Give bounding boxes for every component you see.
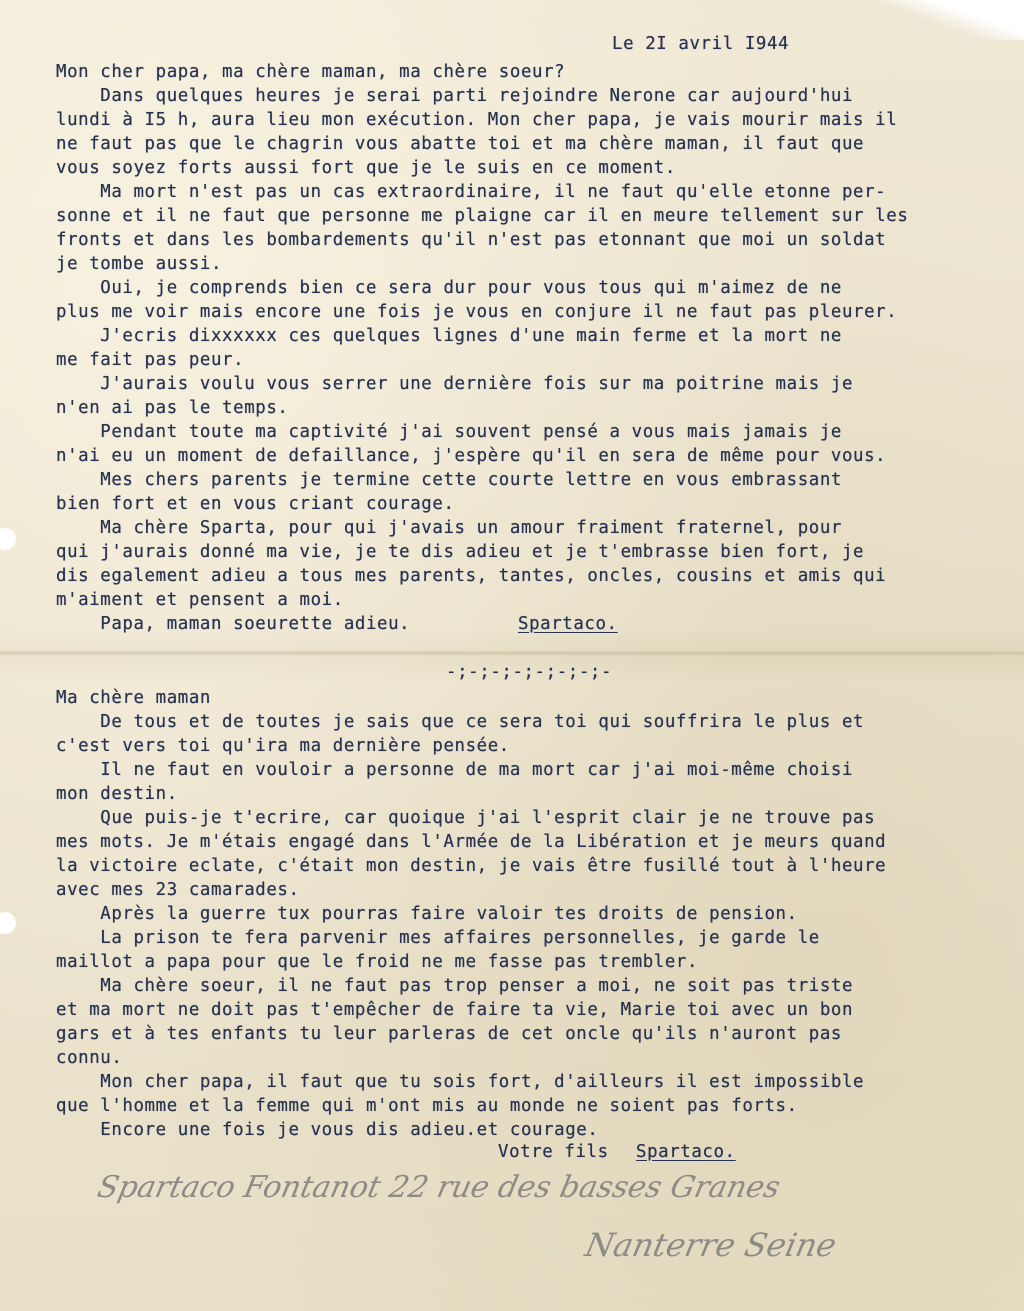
text-line: gars et à tes enfants tu leur parleras de cet oncle qu'ils n'auront pas	[56, 1024, 842, 1044]
text-line: lundi à I5 h, aura lieu mon exécution. Mon cher papa, je vais mourir mais il	[56, 110, 898, 130]
text-line: Que puis-je t'ecrire, car quoique j'ai l'esprit clair je ne trouve pas	[56, 808, 876, 828]
text-line: qui j'aurais donné ma vie, je te dis adieu et je t'embrasse bien fort, je	[56, 542, 865, 562]
handwritten-address-line-1: Spartaco Fontanot 22 rue des basses Granes	[94, 1170, 784, 1205]
text-line: Il ne faut en vouloir a personne de ma mort car j'ai moi-même choisi	[56, 760, 854, 780]
text-line: n'en ai pas le temps.	[56, 398, 289, 418]
signature-spartaco: Spartaco.	[518, 614, 618, 634]
text-line: Dans quelques heures je serai parti rejoindre Nerone car aujourd'hui	[56, 86, 854, 106]
text-line: La prison te fera parvenir mes affaires personnelles, je garde le	[56, 928, 820, 948]
text-line: Ma chère Sparta, pour qui j'avais un amour fraiment fraternel, pour	[56, 518, 842, 538]
text-line: je tombe aussi.	[56, 254, 223, 274]
text-line: et ma mort ne doit pas t'empêcher de faire ta vie, Marie toi avec un bon	[56, 1000, 854, 1020]
signature-spartaco-final: Spartaco.	[636, 1142, 736, 1162]
text-line: vous soyez forts aussi fort que je le suis en ce moment.	[56, 158, 676, 178]
text-line: Après la guerre tux pourras faire valoir tes droits de pension.	[56, 904, 798, 924]
text-line: m'aiment et pensent a moi.	[56, 590, 344, 610]
torn-corner	[874, 0, 1024, 40]
text-line: me fait pas peur.	[56, 350, 245, 370]
section-separator: -;-;-;-;-;-;-;-	[446, 662, 613, 682]
text-line: ne faut pas que le chagrin vous abatte toi et ma chère maman, il faut que	[56, 134, 865, 154]
text-line: n'ai eu un moment de defaillance, j'espère qu'il en sera de même pour vous.	[56, 446, 887, 466]
text-line: Papa, maman soeurette adieu.	[56, 614, 411, 634]
text-line: J'aurais voulu vous serrer une dernière fois sur ma poitrine mais je	[56, 374, 854, 394]
text-line: connu.	[56, 1048, 123, 1068]
text-line: De tous et de toutes je sais que ce sera toi qui souffrira le plus et	[56, 712, 865, 732]
text-line: mes mots. Je m'étais engagé dans l'Armée de la Libération et je meurs quand	[56, 832, 887, 852]
text-line: dis egalement adieu a tous mes parents, tantes, oncles, cousins et amis qui	[56, 566, 887, 586]
closing-text: Votre fils	[498, 1142, 609, 1162]
text-line: Pendant toute ma captivité j'ai souvent pensé a vous mais jamais je	[56, 422, 842, 442]
text-line: sonne et il ne faut que personne me plaigne car il en meure tellement sur les	[56, 206, 909, 226]
text-line: Encore une fois je vous dis adieu.et courage.	[56, 1120, 599, 1140]
punch-hole	[0, 912, 16, 934]
text-line: J'ecris dixxxxxx ces quelques lignes d'une main ferme et la mort ne	[56, 326, 842, 346]
text-line: que l'homme et la femme qui m'ont mis au monde ne soient pas forts.	[56, 1096, 798, 1116]
text-line: Ma mort n'est pas un cas extraordinaire, il ne faut qu'elle etonne per-	[56, 182, 887, 202]
handwritten-address-line-2: Nanterre Seine	[581, 1226, 840, 1264]
text-line: bien fort et en vous criant courage.	[56, 494, 455, 514]
text-line: avec mes 23 camarades.	[56, 880, 300, 900]
punch-hole	[0, 528, 16, 550]
text-line: fronts et dans les bombardements qu'il n'est pas etonnant que moi un soldat	[56, 230, 887, 250]
letter-date: Le 2I avril I944	[612, 34, 790, 54]
text-line: mon destin.	[56, 784, 178, 804]
text-line: Mon cher papa, ma chère maman, ma chère soeur?	[56, 62, 566, 82]
text-line: maillot a papa pour que le froid ne me fasse pas trembler.	[56, 952, 699, 972]
text-line: plus me voir mais encore une fois je vous en conjure il ne faut pas pleurer.	[56, 302, 898, 322]
text-line: Mes chers parents je termine cette courte lettre en vous embrassant	[56, 470, 842, 490]
text-line: Mon cher papa, il faut que tu sois fort, d'ailleurs il est impossible	[56, 1072, 865, 1092]
text-line: c'est vers toi qu'ira ma dernière pensée.	[56, 736, 510, 756]
paper-fold	[0, 650, 1024, 656]
text-line: Ma chère maman	[56, 688, 211, 708]
text-line: la victoire eclate, c'était mon destin, je vais être fusillé tout à l'heure	[56, 856, 887, 876]
text-line: Ma chère soeur, il ne faut pas trop penser a moi, ne soit pas triste	[56, 976, 854, 996]
text-line: Oui, je comprends bien ce sera dur pour vous tous qui m'aimez de ne	[56, 278, 842, 298]
